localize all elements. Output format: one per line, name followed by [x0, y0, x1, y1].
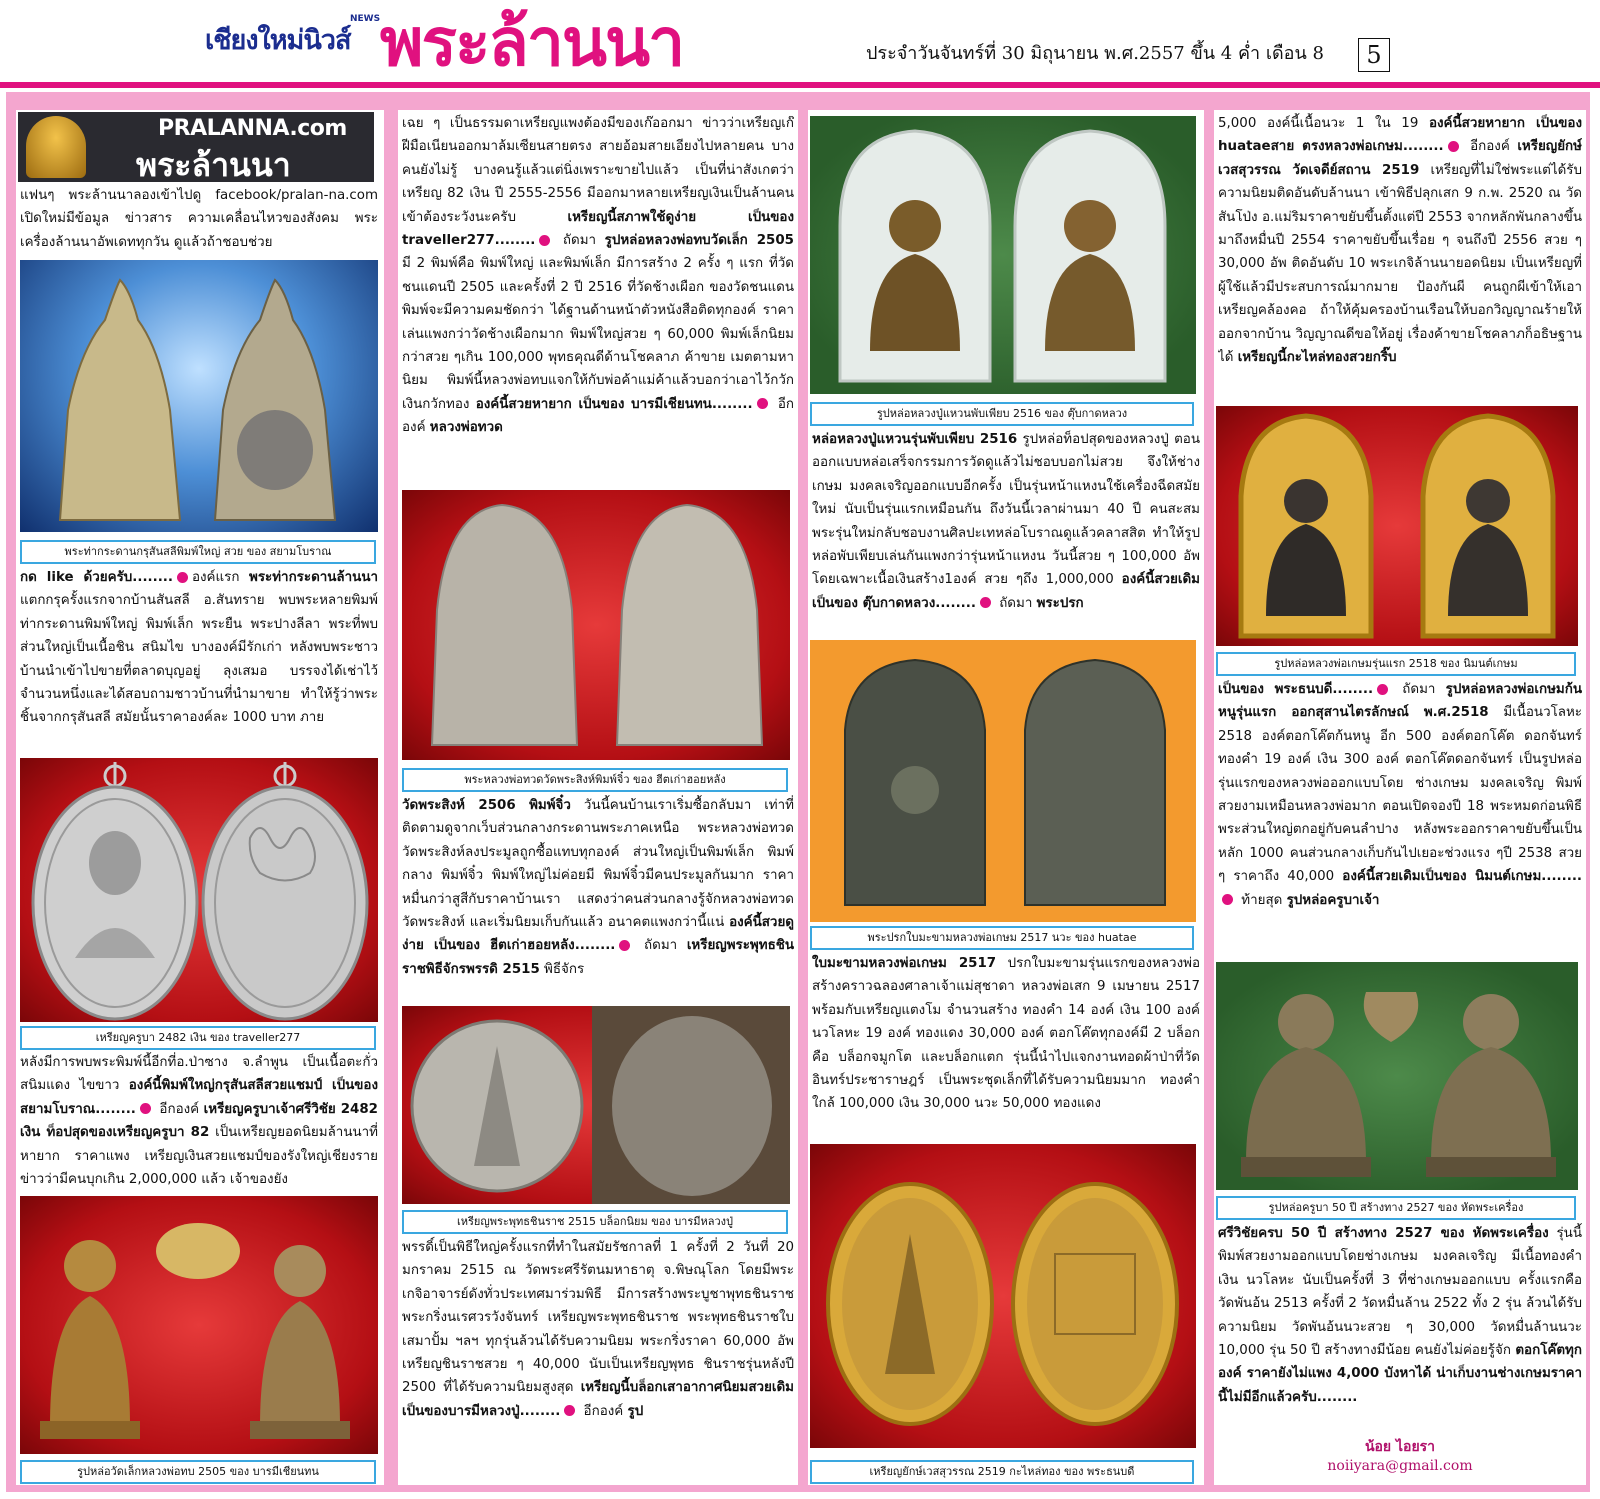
- bullet-icon: [140, 1103, 151, 1114]
- bullet-icon: [1448, 141, 1459, 152]
- caption-phra-tha-kradan: พระท่ากระดานกรุสันสลีพิมพ์ใหญ่ สวย ของ สยามโบราณ: [20, 540, 376, 564]
- col2-para-1: เฉย ๆ เป็นธรรมดาเหรียญแพงต้องมีของเก๊ออกมา ข่าวว่าเหรียญเก๊ฝีมือเนียนออกมาล้มเซียนสายตรง สายอ้อมสายเอียงไปหลายคน บางคนยังไม่รู้ บางคนรู้แล้วแต่นิ่งเพราะขายไปแล้ว เป็นที่น่าสังเกตว่าเหรียญ 82 เงิน ปี 2555-2556 มีออกมาหลายเหรียญเงินเป็นล้านคนเข้าต้องระวังนะครับ เหรียญนี้สภาพใช้ดูง่าย เป็นของ traveller277........ ถัดมา รูปหล่อหลวงพ่อทบวัดเล็ก 2505 มี 2 พิมพ์คือ พิมพ์ใหญ่ และพิมพ์เล็ก มีการสร้าง 2 ครั้ง ๆ แรก ที่วัดชนแดนปี 2505 และครั้งที่ 2 ปี 2516 ที่วัดช้างเผือก ของวัดชนแดนพิมพ์จะมีความคมชัดกว่า ได้ฐานด้านหน้าตัวหนังสือติดทุกองค์ ราคาเล่นแพงกว่าวัดช้างเผือกมาก พิมพ์ใหญ่สวย ๆ 60,000 พิมพ์เล็กนิยมกว่าสวย ๆเกิน 100,000 พุทธคุณดีด้านโชคลาภ ค้าขาย เมตตามหานิยม พิมพ์นี้หลวงพ่อทบแจกให้กับพ่อค้าแม่ค้าแล้วบอกว่าเอาไว้กวักเงินกวักทอง องค์นี้สวยหายาก เป็นของ บารมีเชียนทน........ อีกองค์ หลวงพ่อทวด: [402, 116, 794, 436]
- logo-site: PRALANNA.com: [158, 116, 347, 141]
- caption-phra-prok: พระปรกใบมะขามหลวงพ่อเกษม 2517 นวะ ของ huatae: [810, 926, 1194, 950]
- caption-luang-pu-waen: รูปหล่อหลวงปู่แหวนพับเพียบ 2516 ของ ตุ๊บกาดหลวง: [810, 402, 1194, 426]
- caption-kruba-coin: เหรียญครูบา 2482 เงิน ของ traveller277: [20, 1026, 376, 1050]
- statue-pair-image: [1216, 406, 1578, 646]
- bullet-icon: [980, 597, 991, 608]
- amulet-pair-image: [402, 490, 790, 760]
- col3-para-1: หล่อหลวงปู่แหวนรุ่นพับเพียบ 2516 รูปหล่อท็อปสุดของหลวงปู่ ตอนออกแบบหล่อเสร็จกรรมการวัดดูแล้วไม่ชอบบอกไม่สวย จึงให้ช่างเกษม มงคลเจริญออกแบบอีกครั้ง เป็นรุ่นหน้าแหงนใช้เครื่องฉีดสมัยใหม่ นับเป็นรุ่นแรกเหมือนกัน ถึงวันนี้เวลาผ่านมา 40 ปี คนสะสมพระรุ่นใหม่กลับชอบงานศิลปะเทหล่อโบราณดูแล้วคลาสสิต ทำให้รูปหล่อพับเพียบเล่นกันแพงกว่ารุ่นหน้าแหงน วันนี้สวย ๆ 100,000 อัพ โดยเฉพาะเนื้อเงินสร้าง1องค์ สวย ๆถึง 1,000,000 องค์นี้สวยเดิม เป็นของ ตุ๊บกาดหลวง........ ถัดมา พระปรก: [812, 432, 1200, 611]
- masthead-rule: [0, 82, 1600, 88]
- author-email[interactable]: noiiyara@gmail.com: [1327, 1458, 1473, 1474]
- coin-detail-image: [402, 1006, 790, 1204]
- column-3: [808, 110, 1204, 1485]
- col3-para-2: ใบมะขามหลวงพ่อเกษม 2517 ปรกใบมะขามรุ่นแรกของหลวงพ่อ สร้างคราวฉลองศาลาเจ้าแม่สุชาดา หลวงพ่อเสก 9 เมษายน 2517 พร้อมกับเหรียญแตงโม จำนวนสร้าง ทองคำ 14 องค์ เงิน 100 องค์ นวโลหะ 19 องค์ ทองแดง 30,000 องค์ ตอกโค๊ตทุกองค์มี 2 บล็อกคือ บล็อกจมูกโต และบล็อกแตก รุ่นนี้นำไปแจกงานทอดผ้าป่าที่วัดอินทร์ประชาราษฎร์ เป็นพระชุดเล็กที่ได้รับความนิยมมาก ทองคำใกล้ 100,000 เงิน 30,000 นวะ 50,000 ทองแดง: [812, 956, 1200, 1112]
- bullet-icon: [539, 235, 550, 246]
- bullet-icon: [1377, 684, 1388, 695]
- column-1: [16, 110, 384, 1485]
- photo-luang-pho-thop: [20, 1196, 378, 1454]
- statue-pair-image: [1216, 962, 1578, 1190]
- photo-kruba-coin: [20, 758, 378, 1022]
- col2-para-2: วัดพระสิงห์ 2506 พิมพ์จิ๋ว วันนี้คนบ้านเราเริ่มซื้อกลับมา เท่าที่ติดตามดูจากเว็บส่วนกลางกระดานพระภาคเหนือ พระหลวงพ่อทวดวัดพระสิงห์ลงประมูลถูกซื้อแทบทุกองค์ ส่วนใหญ่เป็นพิมพ์เล็ก พิมพ์กลาง พิมพ์จิ๋ว พิมพ์ใหญ่ไม่ค่อยมี พิมพ์จิ๋วมีคนประมูลกันมาก ราคาหมื่นกว่าสูสีกับราคาบ้านเรา แสดงว่าคนส่วนกลางรู้จักหลวงพ่อทวดวัดพระสิงห์ และเริ่มนิยมเก็บกันแล้ว อนาคตแพงกว่านี้แน่ องค์นี้สวยดูง่าย เป็นของ ฮีตเก่าฮอยหลัง........ ถัดมา เหรียญพระพุทธชินราชพิธีจักรพรรดิ 2515 พิธีจักร: [402, 798, 794, 977]
- dateline: ประจำวันจันทร์ที่ 30 มิถุนายน พ.ศ.2557 ขึ้น 4 ค่ำ เดือน 8: [866, 43, 1324, 64]
- photo-kruba-statue: [1216, 962, 1578, 1190]
- col4-para-1: 5,000 องค์นี้เนื้อนวะ 1 ใน 19 องค์นี้สวยหายาก เป็นของ huataeสาย ตรงหลวงพ่อเกษม........ อีกองค์ เหรียญยักษ์เวสสุวรรณ วัดเจดีย์สถาน 2519 เหรียญที่ไม่ใช่พระแต่ได้รับความนิยมติดอันดับล้านนา เข้าพิธีปลุกเสก 9 ก.พ. 2520 ณ วัดสันโป่ง อ.แม่ริมราคาขยับขึ้นตั้งแต่ปี 2553 จากหลักพันกลางขึ้นมาถึงหมื่นปี 2554 ราคาขยับขึ้นเรื่อย ๆ จนถึงปี 2556 สวย ๆ 30,000 อัพ ติดอันดับ 10 พระเกจิล้านนายอดนิยม เป็นเหรียญที่ผู้ใช้แล้วมีประสบการณ์มากมาย ป้องกันผี คนถูกผีเข้าให้เอาเหรียญคล้องคอ ถ้าให้คุ้มครองบ้านเรือนให้บอกวิญญาณร้ายให้ออกจากบ้าน วิญญาณดีขอให้อยู่ เรื่องค้าขายโชคลาภก็อธิษฐานได้ เหรียญนี้กะไหล่ทองสวยกริ๊บ: [1218, 116, 1582, 366]
- col2-para-3: พรรดิ์เป็นพิธีใหญ่ครั้งแรกที่ทำในสมัยรัชกาลที่ 1 ครั้งที่ 2 วันที่ 20 มกราคม 2515 ณ วัดพระศรีรัตนมหาธาตุ จ.พิษณุโลก โดยมีพระเกจิอาจารย์ดังทั่วประเทศมาร่วมพิธี มีการสร้างพระบูชาพุทธชินราช พระกริ่งนเรศวรวังจันทร์ เหรียญพระพุทธชินราช พระพุทธชินราชใบเสมาปั้ม ฯลฯ ทุกรุ่นล้วนได้รับความนิยม พระกริ่งราคา 60,000 อัพ เหรียญชินราชสวย ๆ 40,000 นับเป็นเหรียญพุทธ ชินราชรุ่นหลังปี 2500 ที่ได้รับความนิยมสูงสุด เหรียญนี้บล็อกเสาอากาศนิยมสวยเดิม เป็นของบารมีหลวงปู่........ อีกองค์ รูป: [402, 1240, 794, 1419]
- col1-intro: แฟนๆ พระล้านนาลองเข้าไปดู facebook/pralan-na.com เปิดใหม่มีข้อมูล ข่าวสาร ความเคลื่อนไหวของสังคม พระเครื่องล้านนาอัพเดททุกวัน ดูแล้วถ้าชอบช่วย: [20, 188, 378, 250]
- caption-luang-pho-thuat: พระหลวงพ่อทวดวัดพระสิงห์พิมพ์จิ๋ว ของ ฮีตเก่าฮอยหลัง: [402, 768, 788, 792]
- paper-name: เชียงใหม่นิวส์: [205, 25, 351, 56]
- caption-kruba-statue: รูปหล่อครูบา 50 ปี สร้างทาง 2527 ของ หัดพระเครื่อง: [1216, 1196, 1576, 1220]
- bullet-icon: [564, 1405, 575, 1416]
- masthead: [0, 0, 1600, 86]
- photo-luang-pu-waen: [810, 116, 1196, 394]
- col4-para-3: ศรีวิชัยครบ 50 ปี สร้างทาง 2527 ของ หัดพระเครื่อง รุ่นนี้พิมพ์สวยงามออกแบบโดยช่างเกษม มงคลเจริญ มีเนื้อทองคำ เงิน นวโลหะ นับเป็นครั้งที่ 3 ที่ช่างเกษมออกแบบ ครั้งแรกคือ วัดพันอ้น 2513 ครั้งที่ 2 วัดหมื่นล้าน 2522 ทั้ง 2 รุ่น ล้วนได้รับความนิยม วัดพันอ้นนวะสวย ๆ 30,000 วัดหมื่นล้านนวะ 10,000 รุ่น 50 ปี สร้างทางมีน้อย คนยังไม่ค่อยรู้จัก ตอกโค๊ตทุกองค์ ราคายังไม่แพง 4,000 บังหาได้ น่าเก็บงานช่างเกษมราคานี้ไม่มีอีกแล้วครับ........: [1218, 1226, 1582, 1405]
- page-number: 5: [1358, 38, 1390, 72]
- logo-statue-icon: [26, 116, 86, 178]
- logo-box: [18, 112, 374, 182]
- coin-pair-image: [20, 758, 378, 1022]
- photo-phra-prok: [810, 640, 1196, 922]
- caption-chinarat-coin: เหรียญพระพุทธชินราช 2515 บล็อกนิยม ของ บารมีหลวงปู่: [402, 1210, 788, 1234]
- photo-luang-pho-thuat: [402, 490, 790, 760]
- photo-vessavana-coin: [810, 1144, 1196, 1448]
- column-4: [1214, 110, 1586, 1485]
- caption-luang-pho-thop: รูปหล่อวัดเล็กหลวงพ่อทบ 2505 ของ บารมีเชียนทน: [20, 1460, 376, 1484]
- statue-pair-image: [20, 1196, 378, 1454]
- bullet-icon: [757, 398, 768, 409]
- author-name: น้อย ไอยรา: [1364, 1439, 1436, 1455]
- paper-news-tag: NEWS: [350, 14, 381, 24]
- column-2: [398, 110, 798, 1485]
- bullet-icon: [177, 572, 188, 583]
- statue-pair-image: [810, 116, 1196, 394]
- photo-phra-tha-kradan: [20, 260, 378, 532]
- amulet-pair-image: [20, 260, 378, 532]
- section-title: พระล้านนา: [380, 4, 684, 81]
- caption-vessavana-coin: เหรียญยักษ์เวสสุวรรณ 2519 กะไหล่ทอง ของ พระธนบดี: [810, 1460, 1194, 1484]
- logo-title: พระล้านนา: [136, 146, 291, 182]
- amulet-pair-image: [810, 640, 1196, 922]
- bullet-icon: [1222, 894, 1233, 905]
- coin-pair-image: [810, 1144, 1196, 1448]
- caption-luang-pho-kasem: รูปหล่อหลวงพ่อเกษมรุ่นแรก 2518 ของ นิมนต์เกษม: [1216, 652, 1576, 676]
- photo-luang-pho-kasem: [1216, 406, 1578, 646]
- col1-para-2: กด like ด้วยครับ........ องค์แรก พระท่ากระดานล้านนา แตกกรุครั้งแรกจากบ้านสันสลี อ.สันทราย พบพระหลายพิมพ์ ท่ากระดานพิมพ์ใหญ่ พิมพ์เล็ก พระยืน พระปางลีลา พระที่พบส่วนใหญ่เป็นเนื้อชิน สนิมไข บางองค์มีรักเก่า หลังพบพระชาวบ้านนำเข้าไปขายที่ตลาดบุญอยู่ ลุงเสมอ บรรจงได้เช่าไว้จำนวนหนึ่งและได้สอบถามชาวบ้านที่นำมาขาย ทำให้รู้ว่าพระชิ้นจากกรุสันสลี สมัยนั้นราคาองค์ละ 1000 บาท ภาย: [20, 570, 378, 726]
- col1-para-3: หลังมีการพบพระพิมพ์นี้อีกที่อ.ป่าซาง จ.ลำพูน เป็นเนื้อตะกั่วสนิมแดง ไขขาว องค์นี้พิมพ์ใหญ่กรุสันสลีสวยแชมป์ เป็นของ สยามโบราณ........ อีกองค์ เหรียญครูบาเจ้าศรีวิชัย 2482 เงิน ท็อปสุดของเหรียญครูบา 82 เป็นเหรียญยอดนิยมล้านนาที่หายาก ราคาแพง เหรียญเงินสวยแชมป์ของรังใหญ่เชียงรายข่าวว่ามีคนบุกเกิน 2,000,000 แล้ว เจ้าของยัง: [20, 1055, 378, 1188]
- col4-para-2: เป็นของ พระธนบดี........ ถัดมา รูปหล่อหลวงพ่อเกษมก้นหนูรุ่นแรก ออกสุสานไตรลักษณ์ พ.ศ.2518 มีเนื้อนวโลหะ 2518 องค์ตอกโค๊ตก้นหนู อีก 500 องค์ตอกโค๊ต ดอกจันทร์ ทองคำ 19 องค์ เงิน 300 องค์ ตอกโค๊ตดอกจันทร์ เป็นรูปหล่อรุ่นแรกของหลวงพ่อออกแบบโดย ช่างเกษม มงคลเจริญ พิมพ์สวยงามเหมือนหลวงพ่อมาก ตอนเปิดจองปี 18 พระหมดก่อนพิธี พระส่วนใหญ่ตกอยู่กับคนลำปาง หลังพระออกราคาขยับขึ้นเป็นหลัก 1000 คนส่วนกลางเก็บกันไปเยอะช่วงแรง ๆปี 2538 สวย ๆ ราคาถึง 40,000 องค์นี้สวยเดิมเป็นของ นิมนต์เกษม........ ท้ายสุด รูปหล่อครูบาเจ้า: [1218, 682, 1582, 908]
- photo-chinarat-coin: [402, 1006, 790, 1204]
- bullet-icon: [619, 940, 630, 951]
